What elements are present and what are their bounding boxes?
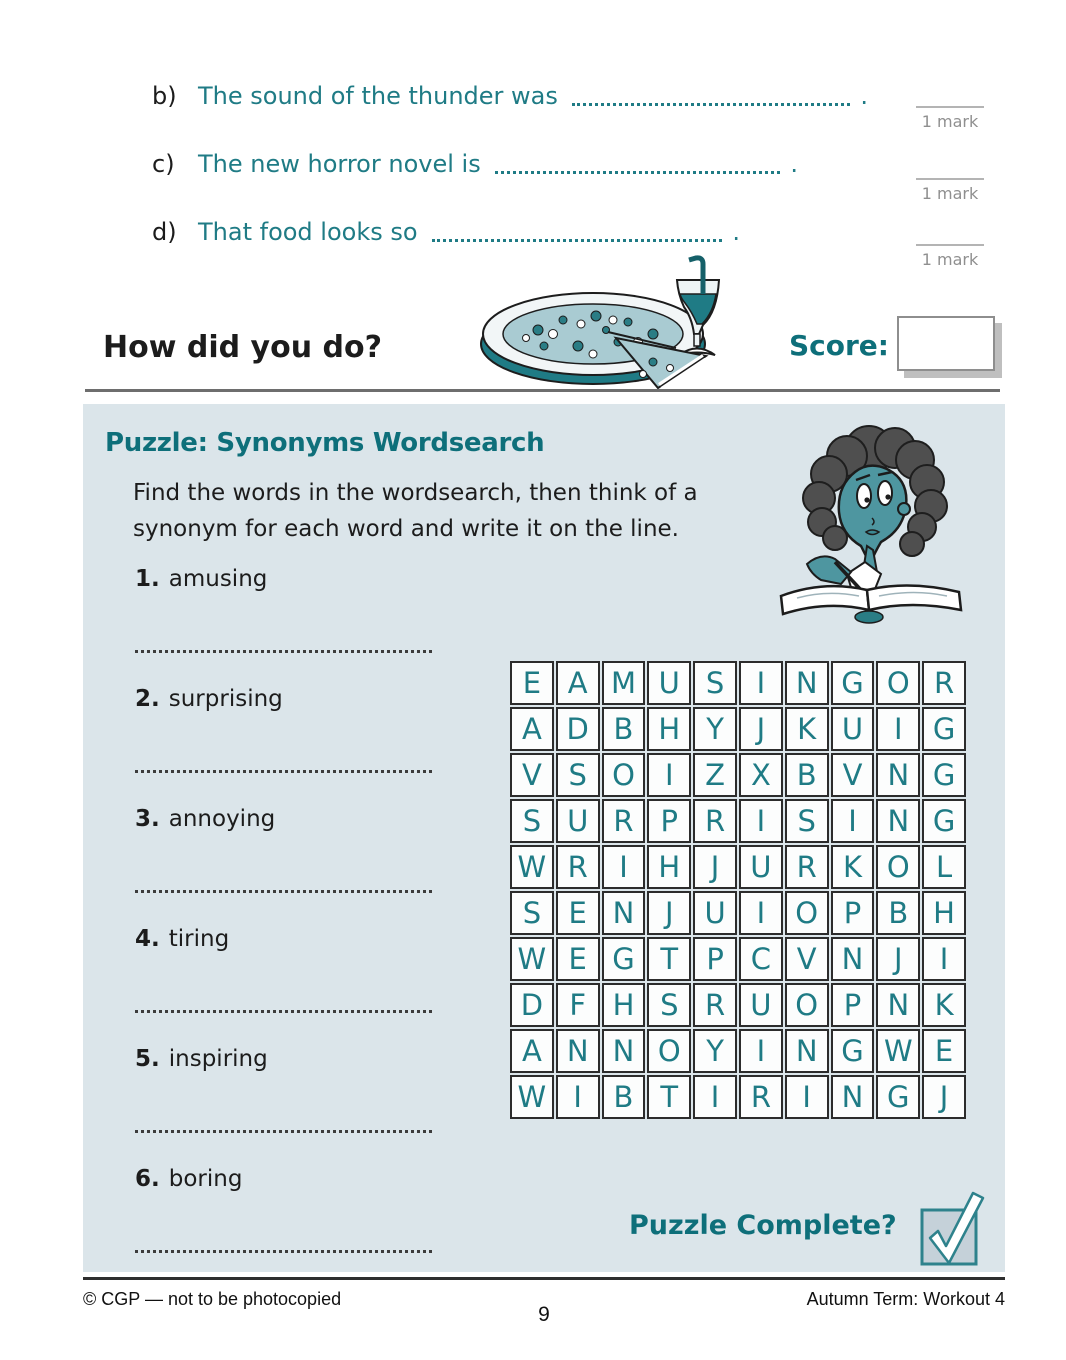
wordsearch-cell: M [602, 661, 646, 705]
wordsearch-cell: Y [693, 1029, 737, 1073]
wordsearch-cell: X [739, 753, 783, 797]
wordsearch-cell: B [602, 1075, 646, 1119]
page-number: 9 [538, 1303, 550, 1326]
wordsearch-cell: R [739, 1075, 783, 1119]
word-text: boring [168, 1166, 243, 1192]
wordsearch-cell: O [876, 661, 920, 705]
wordsearch-cell: J [876, 937, 920, 981]
wordsearch-cell: V [831, 753, 875, 797]
wordsearch-cell: K [831, 845, 875, 889]
wordsearch-cell: H [647, 707, 691, 751]
wordsearch-cell: S [785, 799, 829, 843]
wordsearch-cell: E [556, 891, 600, 935]
wordsearch-cell: U [693, 891, 737, 935]
wordsearch-cell: G [922, 707, 966, 751]
wordsearch-cell: O [647, 1029, 691, 1073]
question-row-d [152, 218, 740, 246]
word-item-4 [135, 926, 229, 952]
wordsearch-cell: V [785, 937, 829, 981]
wordsearch-cell: H [602, 983, 646, 1027]
wordsearch-cell: O [602, 753, 646, 797]
question-label: d) [152, 218, 177, 246]
question-period: . [732, 218, 740, 246]
answer-line[interactable] [495, 167, 781, 174]
wordsearch-cell: Y [693, 707, 737, 751]
score-input-box[interactable] [897, 316, 995, 371]
wordsearch-cell: N [831, 1075, 875, 1119]
how-did-you-do-text: How did you do? [103, 330, 383, 365]
wordsearch-cell: I [739, 661, 783, 705]
wordsearch-cell: I [739, 891, 783, 935]
word-number: 6. [135, 1166, 160, 1192]
wordsearch-cell: R [602, 799, 646, 843]
word-number: 1. [135, 566, 160, 592]
wordsearch-cell: I [739, 799, 783, 843]
wordsearch-cell: G [831, 661, 875, 705]
synonym-answer-line-6[interactable] [135, 1250, 432, 1253]
wordsearch-cell: W [876, 1029, 920, 1073]
question-text: The sound of the thunder was [198, 82, 558, 110]
word-number: 2. [135, 686, 160, 712]
wordsearch-cell: J [739, 707, 783, 751]
wordsearch-cell: R [785, 845, 829, 889]
wordsearch-cell: B [876, 891, 920, 935]
wordsearch-cell: P [831, 983, 875, 1027]
mark-label [916, 244, 984, 269]
wordsearch-cell: N [831, 937, 875, 981]
wordsearch-cell: A [556, 661, 600, 705]
wordsearch-cell: O [785, 983, 829, 1027]
wordsearch-cell: S [510, 799, 554, 843]
synonym-answer-line-4[interactable] [135, 1010, 432, 1013]
wordsearch-cell: S [556, 753, 600, 797]
wordsearch-cell: G [922, 753, 966, 797]
wordsearch-cell: G [602, 937, 646, 981]
question-row-b [152, 82, 868, 110]
word-text: amusing [168, 566, 268, 592]
workout-label: Autumn Term: Workout 4 [806, 1289, 1005, 1309]
wordsearch-cell: G [922, 799, 966, 843]
question-row-c [152, 150, 798, 178]
wordsearch-cell: U [831, 707, 875, 751]
wordsearch-cell: J [693, 845, 737, 889]
wordsearch-cell: G [876, 1075, 920, 1119]
wordsearch-cell: I [693, 1075, 737, 1119]
wordsearch-cell: Z [693, 753, 737, 797]
wordsearch-cell: S [510, 891, 554, 935]
word-number: 5. [135, 1046, 160, 1072]
wordsearch-cell: E [510, 661, 554, 705]
wordsearch-cell: V [510, 753, 554, 797]
wordsearch-cell: J [647, 891, 691, 935]
puzzle-complete-checkbox[interactable] [915, 1188, 989, 1268]
puzzle-instructions-line2: synonym for each word and write it on the line. [133, 516, 679, 542]
wordsearch-cell: W [510, 1075, 554, 1119]
word-text: tiring [168, 926, 230, 952]
wordsearch-cell: P [647, 799, 691, 843]
mark-label [916, 178, 984, 203]
synonym-answer-line-1[interactable] [135, 650, 432, 653]
wordsearch-cell: F [556, 983, 600, 1027]
wordsearch-cell: N [785, 1029, 829, 1073]
wordsearch-cell: O [876, 845, 920, 889]
wordsearch-cell: T [647, 937, 691, 981]
wordsearch-cell: E [556, 937, 600, 981]
wordsearch-cell: A [510, 1029, 554, 1073]
mark-text: 1 mark [921, 250, 979, 269]
footer-divider [83, 1277, 1005, 1280]
word-item-6 [135, 1166, 242, 1192]
word-item-3 [135, 806, 275, 832]
wordsearch-cell: R [693, 799, 737, 843]
puzzle-complete-label: Puzzle Complete? [629, 1210, 897, 1241]
wordsearch-cell: R [556, 845, 600, 889]
puzzle-section [83, 404, 1005, 1272]
word-number: 4. [135, 926, 160, 952]
wordsearch-cell: C [739, 937, 783, 981]
question-period: . [790, 150, 798, 178]
wordsearch-cell: N [556, 1029, 600, 1073]
mark-text: 1 mark [921, 112, 979, 131]
wordsearch-cell: U [647, 661, 691, 705]
score-label: Score: [789, 329, 889, 362]
word-text: surprising [168, 686, 283, 712]
question-text: That food looks so [198, 218, 418, 246]
wordsearch-cell: I [739, 1029, 783, 1073]
wordsearch-cell: B [785, 753, 829, 797]
wordsearch-cell: S [693, 661, 737, 705]
child-writing-illustration [769, 412, 974, 630]
mark-label [916, 106, 984, 131]
wordsearch-cell: N [876, 983, 920, 1027]
wordsearch-cell: G [831, 1029, 875, 1073]
wordsearch-cell: U [739, 845, 783, 889]
wordsearch-cell: J [922, 1075, 966, 1119]
wordsearch-cell: O [785, 891, 829, 935]
wordsearch-cell: N [876, 799, 920, 843]
word-item-2 [135, 686, 283, 712]
wordsearch-cell: P [693, 937, 737, 981]
mark-text: 1 mark [921, 184, 979, 203]
wordsearch-cell: I [876, 707, 920, 751]
section-divider [85, 389, 1000, 392]
wordsearch-cell: L [922, 845, 966, 889]
wordsearch-cell: R [693, 983, 737, 1027]
wordsearch-cell: E [922, 1029, 966, 1073]
wordsearch-cell: I [602, 845, 646, 889]
word-text: inspiring [168, 1046, 268, 1072]
puzzle-instructions-line1: Find the words in the wordsearch, then think of a [133, 480, 698, 506]
wordsearch-cell: U [739, 983, 783, 1027]
question-text: The new horror novel is [198, 150, 481, 178]
puzzle-title: Puzzle: Synonyms Wordsearch [105, 428, 545, 458]
copyright-text: © CGP — not to be photocopied [83, 1289, 342, 1309]
wordsearch-cell: A [510, 707, 554, 751]
wordsearch-cell: I [785, 1075, 829, 1119]
wordsearch-cell: N [602, 891, 646, 935]
open-book [781, 585, 961, 623]
pizza-and-drink-illustration [478, 250, 734, 392]
wordsearch-grid [510, 661, 966, 1119]
wordsearch-cell: W [510, 845, 554, 889]
synonym-answer-line-5[interactable] [135, 1130, 432, 1133]
question-label: b) [152, 82, 177, 110]
synonym-answer-line-2[interactable] [135, 770, 432, 773]
wordsearch-cell: K [922, 983, 966, 1027]
wordsearch-cell: N [602, 1029, 646, 1073]
synonym-answer-line-3[interactable] [135, 890, 432, 893]
wordsearch-cell: N [785, 661, 829, 705]
wordsearch-cell: H [922, 891, 966, 935]
wordsearch-cell: I [831, 799, 875, 843]
answer-line[interactable] [572, 99, 850, 106]
word-number: 3. [135, 806, 160, 832]
word-item-1 [135, 566, 267, 592]
question-period: . [860, 82, 868, 110]
wordsearch-cell: U [556, 799, 600, 843]
wordsearch-cell: B [602, 707, 646, 751]
wordsearch-cell: T [647, 1075, 691, 1119]
wordsearch-cell: D [556, 707, 600, 751]
wordsearch-cell: I [922, 937, 966, 981]
face [839, 466, 910, 564]
wordsearch-cell: P [831, 891, 875, 935]
wordsearch-cell: H [647, 845, 691, 889]
word-item-5 [135, 1046, 268, 1072]
word-text: annoying [168, 806, 276, 832]
wordsearch-cell: I [647, 753, 691, 797]
wordsearch-cell: D [510, 983, 554, 1027]
wordsearch-cell: S [647, 983, 691, 1027]
wordsearch-cell: K [785, 707, 829, 751]
wordsearch-cell: R [922, 661, 966, 705]
wordsearch-cell: N [876, 753, 920, 797]
question-label: c) [152, 150, 175, 178]
wordsearch-cell: I [556, 1075, 600, 1119]
answer-line[interactable] [432, 235, 723, 242]
wordsearch-cell: W [510, 937, 554, 981]
